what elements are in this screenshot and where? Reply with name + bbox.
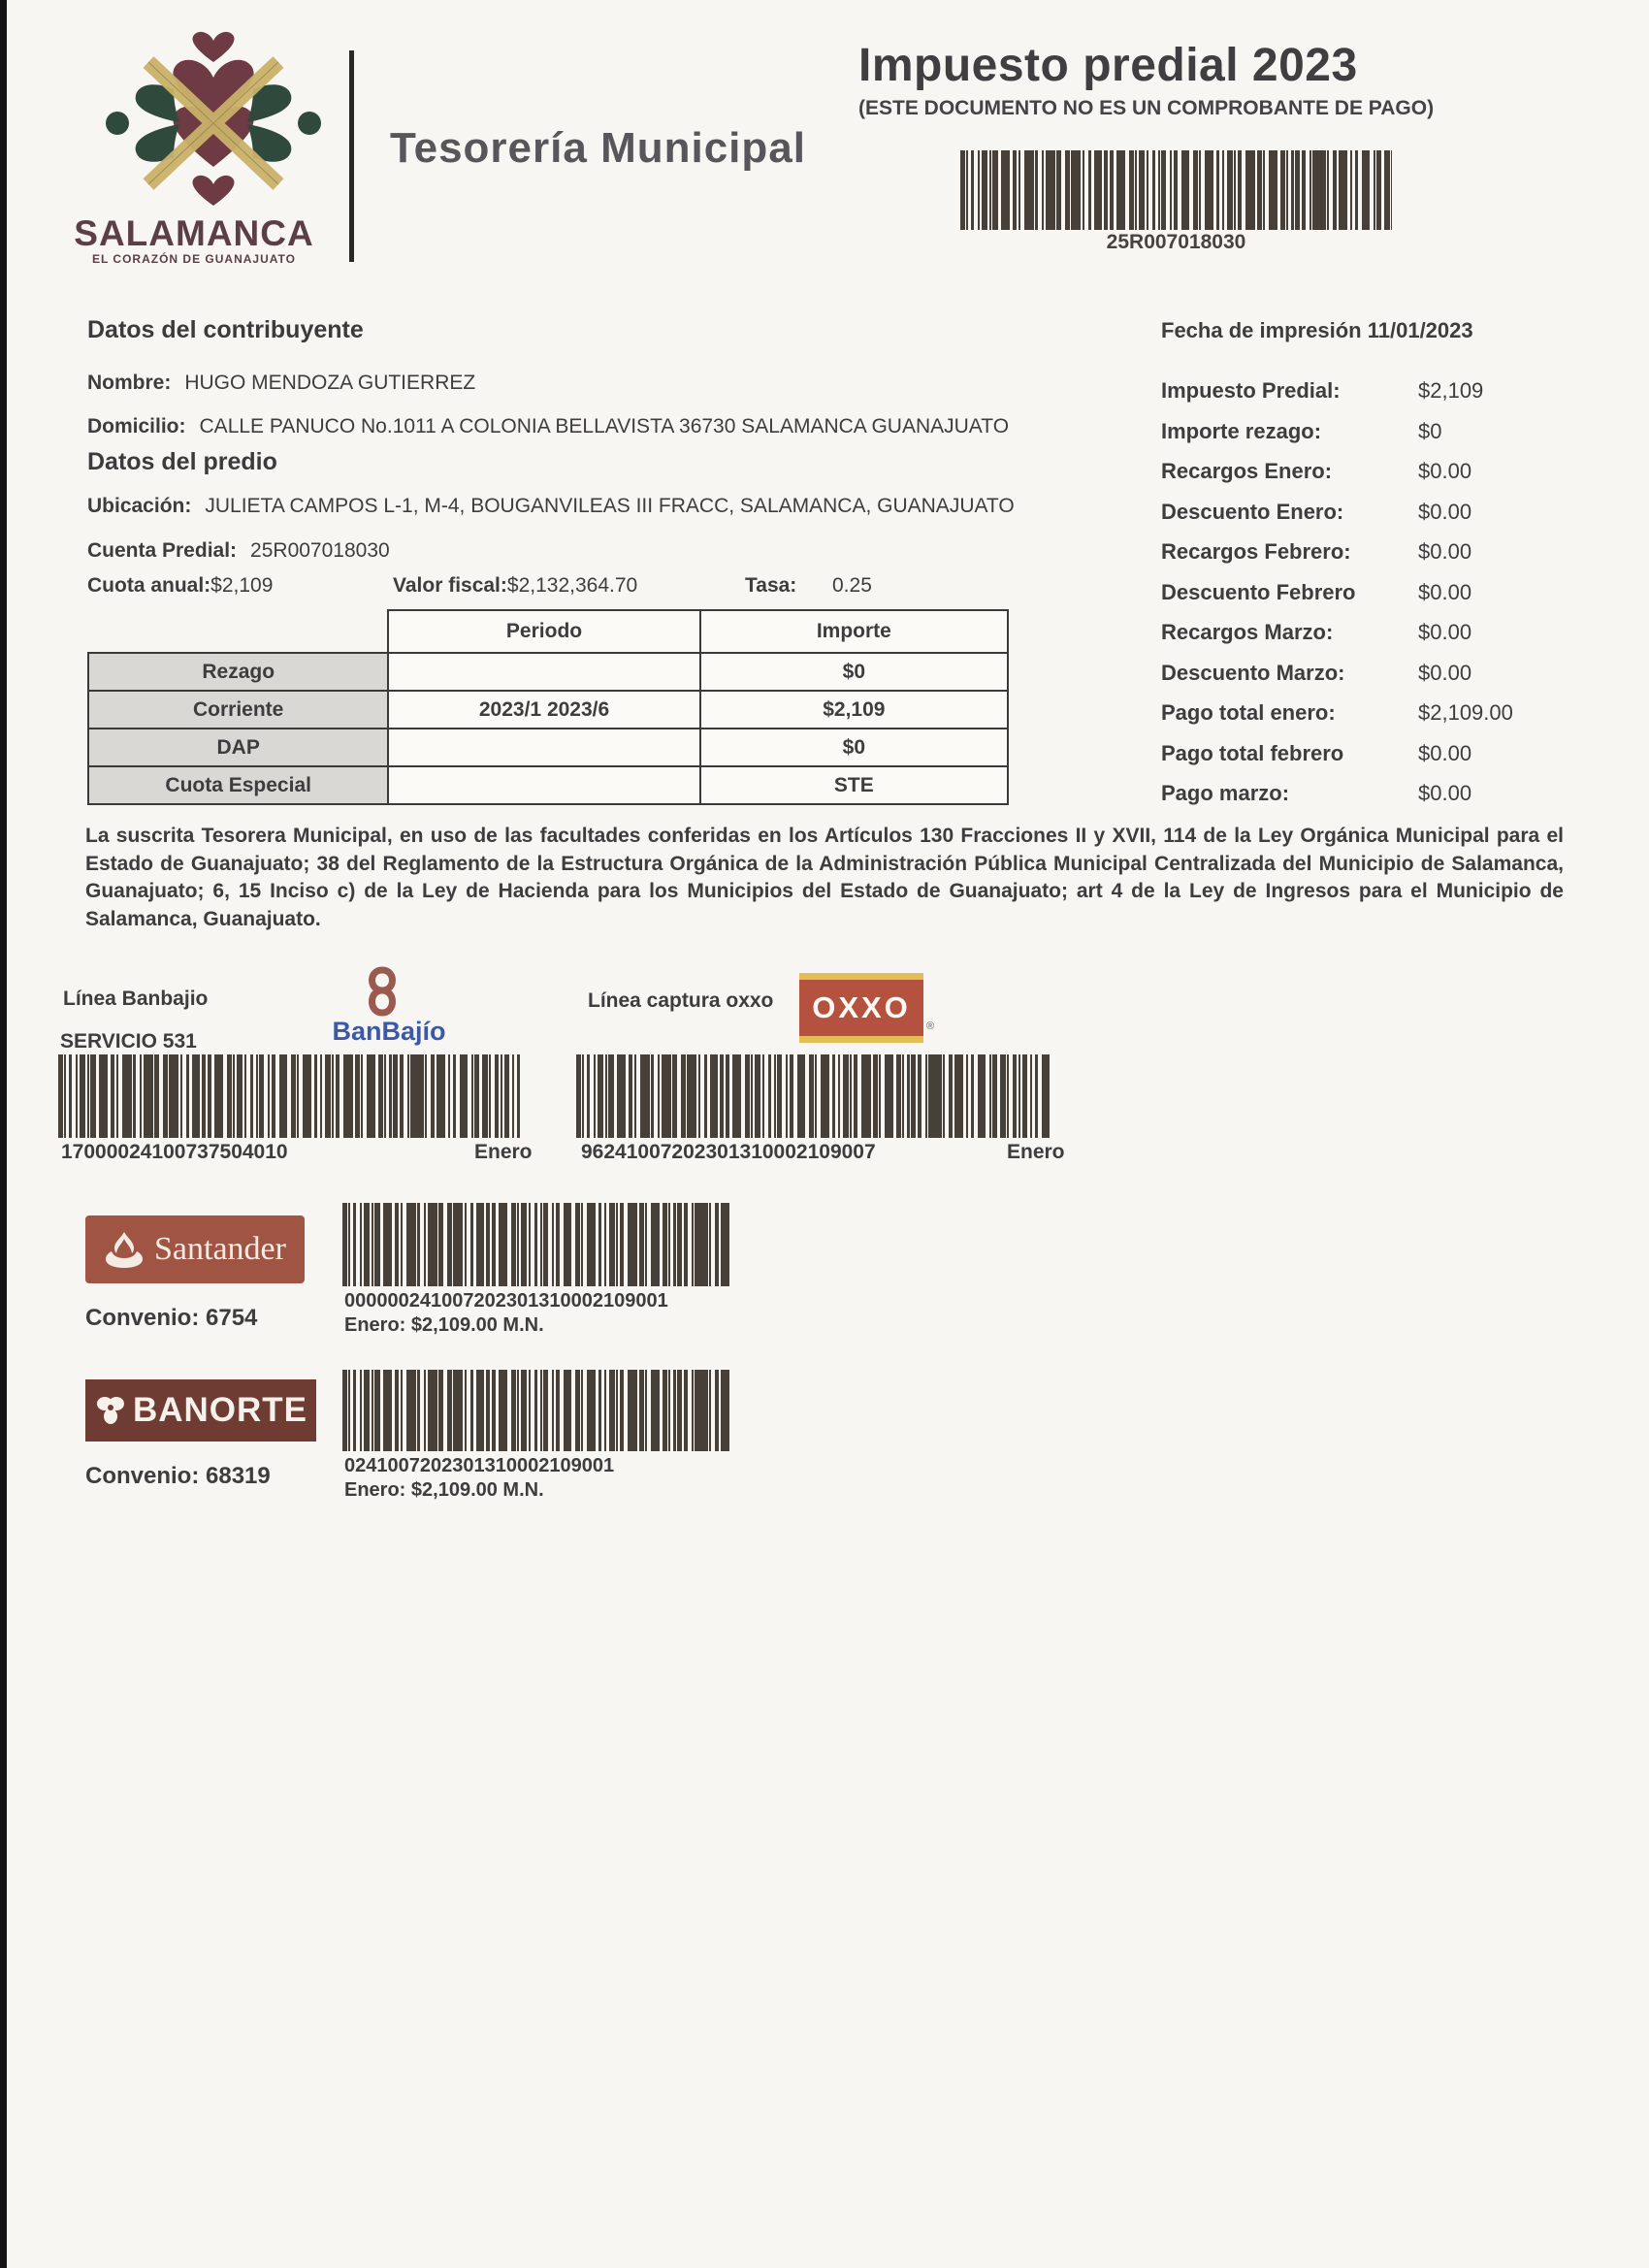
santander-logo: [85, 1215, 305, 1283]
summary-value: $0.00: [1418, 740, 1472, 765]
summary-row: [1161, 781, 1617, 822]
section-title-predio: Datos del predio: [87, 448, 277, 475]
summary-label: Pago total enero:: [1161, 700, 1336, 725]
summary-row: [1161, 539, 1617, 580]
summary-row: [1161, 620, 1617, 661]
salamanca-hearts-logo-icon: [92, 27, 335, 219]
row-label: Rezago: [88, 653, 388, 691]
field-tasa-label: Tasa:: [745, 574, 797, 597]
summary-label: Impuesto Predial:: [1161, 378, 1341, 403]
row-importe: STE: [700, 766, 1008, 804]
row-importe: $0: [700, 653, 1008, 691]
brand-name: SALAMANCA: [74, 213, 314, 253]
banbajio-month-label: Enero: [474, 1141, 533, 1163]
field-valor-value: $2,132,364.70: [506, 574, 638, 597]
santander-flame-icon: [104, 1230, 145, 1269]
field-ubicacion: [87, 495, 1015, 518]
row-periodo: [388, 653, 699, 691]
field-cuota-anual: [87, 574, 273, 598]
print-date: Fecha de impresión 11/01/2023: [1161, 318, 1473, 342]
scan-edge-artifact: [0, 0, 7, 2268]
santander-barcode: [342, 1203, 732, 1286]
banorte-barcode: [342, 1370, 732, 1451]
field-domicilio-value: CALLE PANUCO No.1011 A COLONIA BELLAVISTA 36730 SALAMANCA GUANAJUATO: [199, 415, 1010, 437]
banbajio-service-label: SERVICIO 531: [60, 1030, 197, 1053]
summary-value: $0.00: [1418, 579, 1472, 604]
banbajio-barcode-number: 17000024100737504010: [61, 1141, 288, 1163]
summary-label: Recargos Enero:: [1161, 459, 1333, 483]
department-title: Tesorería Municipal: [390, 124, 806, 172]
banorte-amount: Enero: $2,109.00 M.N.: [344, 1479, 544, 1501]
row-label: DAP: [88, 729, 388, 766]
summary-row: [1161, 378, 1617, 419]
summary-row: [1161, 500, 1617, 540]
row-importe: $0: [700, 729, 1008, 766]
oxxo-registered-mark: ®: [926, 1021, 935, 1032]
row-importe: $2,109: [700, 691, 1008, 729]
banbajio-wordmark: BanBajío: [332, 1017, 446, 1046]
oxxo-logo-icon: [799, 973, 923, 1043]
summary-label: Recargos Febrero:: [1161, 539, 1351, 564]
legal-text: La suscrita Tesorera Municipal, en uso de las facultades conferidas en los Artículos 130 Fracciones II y XVII, 114 de la Ley Orgánica Municipal para el Estado de Guanajuato; 38 del Reglamento de la Estructura Orgánica de la Administración Pública Municipal Centralizada del Municipio de Salamanca, Guanajuato; 6, 15 Inciso c) de la Ley de Hacienda para los Municipios del Estado de Guanajuato; art 4 de la Ley de Ingresos para el Municipio de Salamanca, Guanajuato.: [85, 825, 1564, 930]
oxxo-barcode-number: 96241007202301310002109007: [581, 1141, 876, 1163]
brand-tagline: EL CORAZÓN DE GUANAJUATO: [91, 252, 296, 266]
summary-value: $2,109: [1418, 378, 1484, 403]
field-ubicacion-value: JULIETA CAMPOS L-1, M-4, BOUGANVILEAS III FRACC, SALAMANCA, GUANAJUATO: [205, 495, 1015, 517]
account-barcode: [960, 150, 1392, 230]
periods-table: [87, 609, 1009, 805]
field-nombre-value: HUGO MENDOZA GUTIERREZ: [184, 372, 476, 394]
summary-row: [1161, 741, 1617, 782]
banbajio-barcode: [58, 1054, 520, 1138]
santander-amount: Enero: $2,109.00 M.N.: [344, 1314, 544, 1336]
field-cuota-value: $2,109: [210, 574, 274, 597]
banorte-convenio: Convenio: 68319: [85, 1463, 271, 1489]
summary-row: [1161, 459, 1617, 500]
col-header-periodo: Periodo: [388, 610, 699, 653]
field-nombre-label: Nombre:: [87, 372, 172, 394]
field-ubicacion-label: Ubicación:: [87, 495, 192, 517]
field-cuenta-label: Cuenta Predial:: [87, 539, 238, 562]
field-valor-fiscal: [393, 574, 637, 598]
oxxo-line-label: Línea captura oxxo: [588, 989, 774, 1012]
summary-value: $0.00: [1418, 459, 1472, 483]
field-domicilio-label: Domicilio:: [87, 415, 186, 437]
amount-summary: [1161, 378, 1617, 822]
table-header-row: [88, 610, 1008, 653]
table-row: [88, 729, 1008, 766]
summary-row: [1161, 700, 1617, 741]
santander-wordmark: Santander: [154, 1231, 286, 1267]
field-cuenta-value: 25R007018030: [250, 539, 390, 562]
col-header-importe: Importe: [700, 610, 1008, 653]
field-tasa-value: 0.25: [832, 574, 872, 597]
row-periodo: 2023/1 2023/6: [388, 691, 699, 729]
header-divider: [349, 50, 354, 262]
oxxo-barcode: [576, 1054, 1051, 1138]
field-nombre: [87, 372, 475, 395]
row-periodo: [388, 729, 699, 766]
banorte-logo: [85, 1379, 316, 1442]
document-title: Impuesto predial 2023: [858, 40, 1358, 91]
summary-label: Pago marzo:: [1161, 781, 1290, 805]
summary-value: $0.00: [1418, 620, 1472, 644]
summary-value: $0: [1418, 418, 1442, 443]
row-label: Cuota Especial: [88, 766, 388, 804]
summary-label: Importe rezago:: [1161, 418, 1322, 443]
table-row: [88, 653, 1008, 691]
summary-label: Descuento Febrero: [1161, 579, 1356, 604]
document-subtitle: (ESTE DOCUMENTO NO ES UN COMPROBANTE DE PAGO): [858, 97, 1435, 119]
field-cuota-label: Cuota anual:: [87, 574, 211, 597]
oxxo-month-label: Enero: [1007, 1141, 1065, 1163]
summary-value: $0.00: [1418, 660, 1472, 685]
oxxo-wordmark: OXXO: [812, 990, 911, 1024]
summary-value: $0.00: [1418, 781, 1472, 805]
banorte-barcode-number: 0241007202301310002109001: [344, 1455, 615, 1476]
table-row: [88, 766, 1008, 804]
summary-value: $0.00: [1418, 499, 1472, 524]
summary-value: $0.00: [1418, 539, 1472, 564]
summary-label: Pago total febrero: [1161, 740, 1344, 765]
table-row: [88, 691, 1008, 729]
row-periodo: [388, 766, 699, 804]
row-label: Corriente: [88, 691, 388, 729]
summary-label: Descuento Enero:: [1161, 499, 1344, 524]
banorte-wordmark: BANORTE: [132, 1391, 308, 1429]
banorte-propeller-icon: [94, 1394, 127, 1427]
summary-label: Descuento Marzo:: [1161, 660, 1345, 685]
santander-convenio: Convenio: 6754: [85, 1305, 258, 1331]
field-domicilio: [87, 415, 1009, 438]
field-valor-label: Valor fiscal:: [393, 574, 507, 597]
account-barcode-number: 25R007018030: [1106, 231, 1246, 253]
summary-value: $2,109.00: [1418, 700, 1513, 725]
summary-row: [1161, 661, 1617, 701]
summary-row: [1161, 580, 1617, 621]
santander-barcode-number: 000000241007202301310002109001: [344, 1290, 668, 1312]
table-header-spacer: [88, 610, 388, 653]
banbajio-monogram-icon: [355, 965, 409, 1018]
banbajio-line-label: Línea Banbajio: [63, 988, 209, 1010]
field-cuenta-predial: [87, 539, 390, 563]
section-title-contribuyente: Datos del contribuyente: [87, 316, 364, 343]
summary-row: [1161, 419, 1617, 460]
summary-label: Recargos Marzo:: [1161, 620, 1334, 644]
